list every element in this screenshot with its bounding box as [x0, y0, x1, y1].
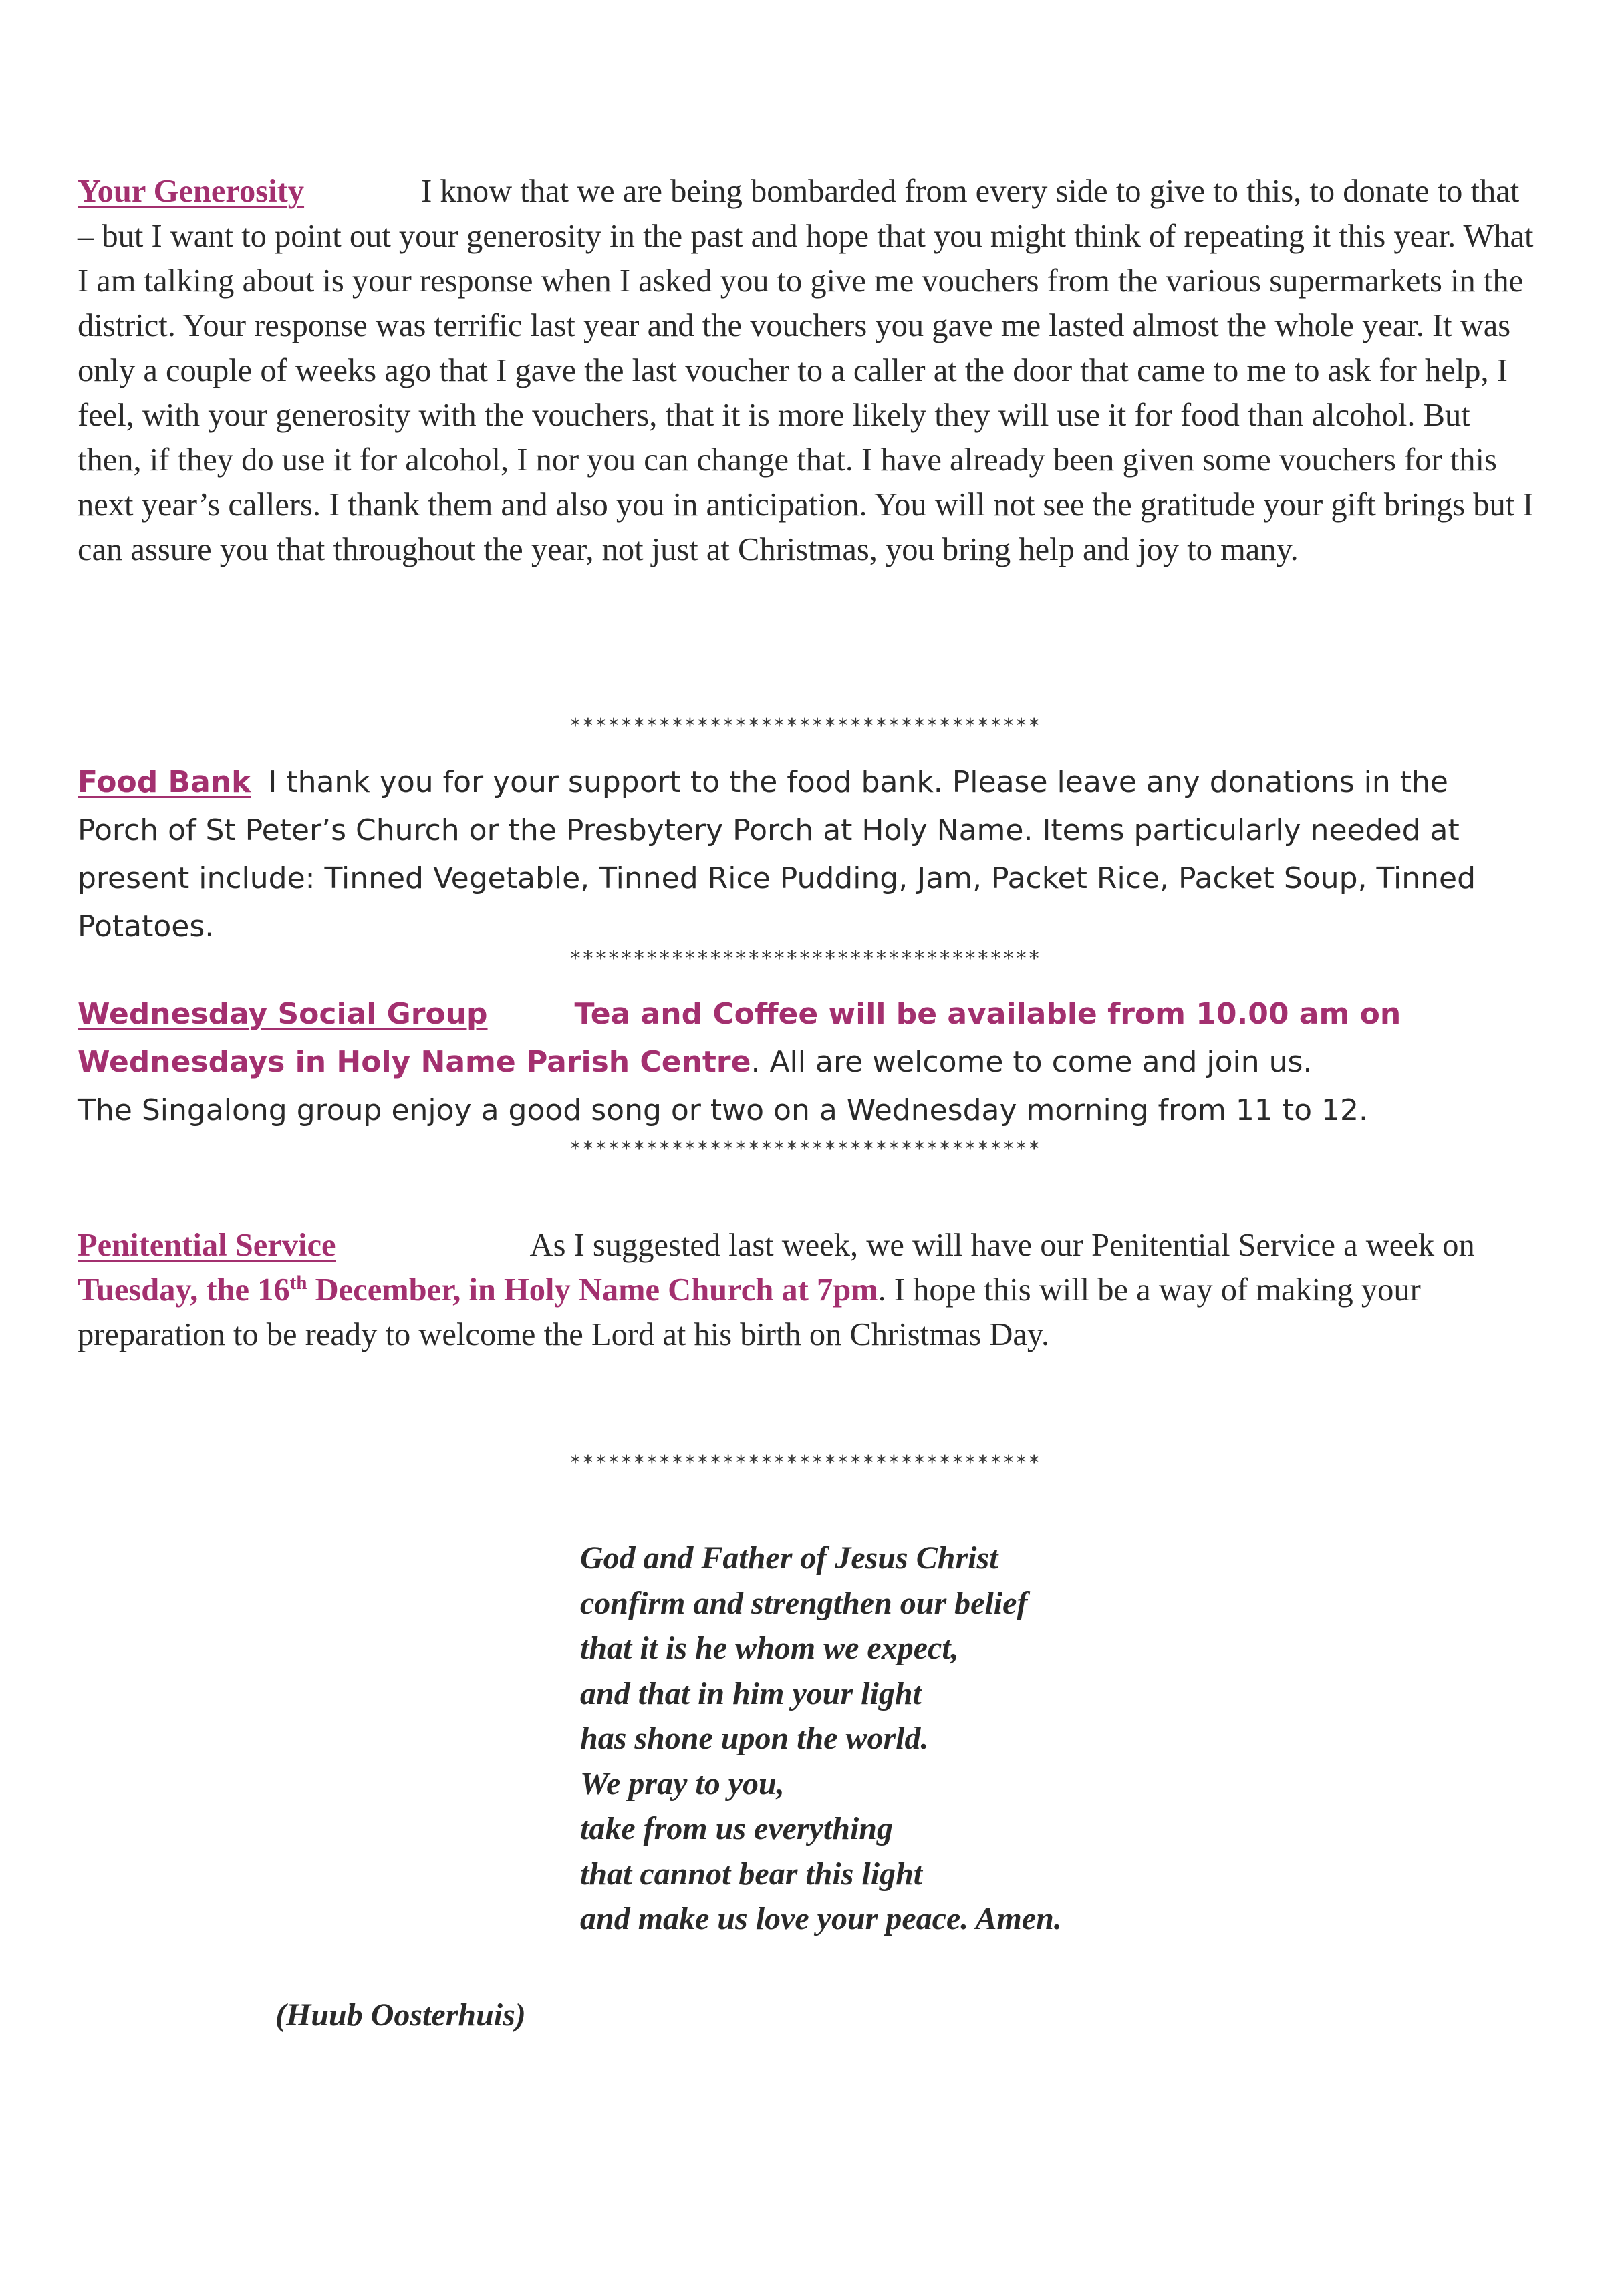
prayer-author: (Huub Oosterhuis) — [275, 1997, 526, 2033]
food-bank-heading: Food Bank — [78, 765, 251, 799]
food-bank-body: I thank you for your support to the food bank. Please leave any donations in the Porch of St Peter’s Church or the Presbytery Porch at Holy Name. Items particularly needed at present include: Tinned Vegetable, Tinned Rice Pudding, Jam, Packet Rice, Packet Soup, Tinned Potatoes. — [78, 765, 1476, 944]
social-group-body: . All are welcome to come and join us. — [751, 1045, 1313, 1079]
prayer-line: that cannot bear this light — [580, 1856, 923, 1892]
generosity-body: I know that we are being bombarded from every side to give to this, to donate to that – but I want to point out your generosity in the past and hope that you might think of repeating it this year. What I am talking about is your response when I asked you to give me vouchers from the various supermarkets in the district. Your response was terrific last year and the vouchers you gave me lasted almost the whole year. It was only a couple of weeks ago that I gave the last voucher to a caller at the door that came to me to ask for help, I feel, with your generosity with the vouchers, that it is more likely they will use it for food than alcohol. But then, if they do use it for alcohol, I nor you can change that. I have already been given some vouchers for this next year’s callers. I thank them and also you in anticipation. You will not see the gratitude your gift brings but I can assure you that throughout the year, not just at Christmas, you bring help and joy to many. — [78, 174, 1534, 567]
penitential-body: . I hope this will be a way of making your preparation to be ready to welcome the Lord at his birth on Christmas Day. — [78, 1272, 1421, 1352]
social-group-highlight: Tea and Coffee will be available from 10.00 am on Wednesdays in Holy Name Parish Centre — [78, 997, 1401, 1079]
penitential-date: Tuesday, the 16th December, in Holy Name Church at 7pm — [78, 1272, 878, 1308]
prayer — [580, 1536, 1062, 1942]
prayer-line: We pray to you, — [580, 1765, 785, 1802]
divider: ************************************* — [569, 714, 1041, 738]
generosity-section — [78, 169, 1534, 572]
penitential-section — [78, 1223, 1534, 1357]
social-group-heading: Wednesday Social Group — [78, 997, 488, 1031]
prayer-line: take from us everything — [580, 1811, 893, 1846]
penitential-intro: As I suggested last week, we will have our Penitential Service a week on — [529, 1228, 1475, 1263]
prayer-line: God and Father of Jesus Christ — [580, 1540, 998, 1576]
singalong-text: The Singalong group enjoy a good song or two on a Wednesday morning from 11 to 12. — [78, 1093, 1368, 1127]
prayer-line: that it is he whom we expect, — [580, 1630, 959, 1666]
food-bank-section — [78, 758, 1534, 951]
prayer-line: confirm and strengthen our belief — [580, 1585, 1028, 1621]
prayer-line: and that in him your light — [580, 1675, 922, 1711]
prayer-line: has shone upon the world. — [580, 1721, 929, 1756]
social-group-section — [78, 990, 1534, 1135]
prayer-line: and make us love your peace. Amen. — [580, 1901, 1062, 1936]
divider: ************************************* — [569, 1137, 1041, 1161]
divider: ************************************* — [569, 1451, 1041, 1475]
generosity-heading: Your Generosity — [78, 174, 305, 209]
penitential-heading: Penitential Service — [78, 1228, 336, 1263]
divider: ************************************* — [569, 947, 1041, 970]
